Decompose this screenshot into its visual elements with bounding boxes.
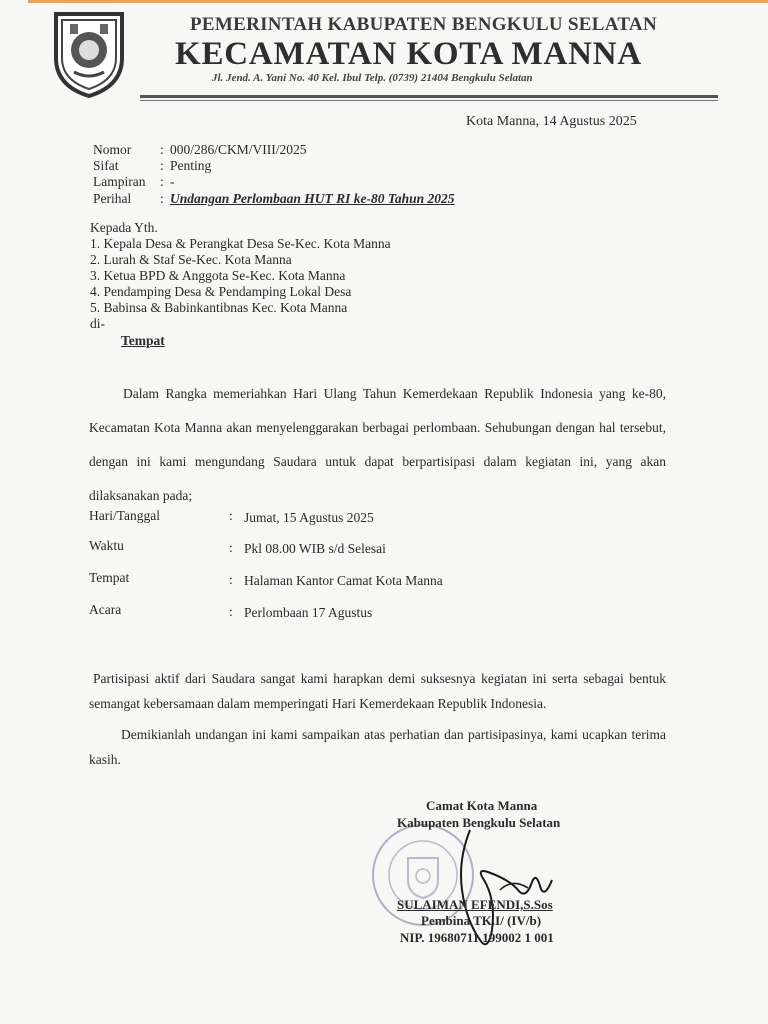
signatory-name: SULAIMAN EFENDI,S.Sos bbox=[397, 897, 553, 912]
detail-colon: : bbox=[229, 540, 233, 555]
recipient-item: 2. Lurah & Staf Se-Kec. Kota Manna bbox=[90, 252, 292, 267]
header-office-name: KECAMATAN KOTA MANNA bbox=[175, 36, 642, 72]
meta-colon: : bbox=[160, 191, 164, 206]
detail-label-date: Hari/Tanggal bbox=[89, 508, 161, 523]
header-address: Jl. Jend. A. Yani No. 40 Kel. Ibul Telp. (0739) 21404 Bengkulu Selatan bbox=[212, 72, 533, 84]
meta-colon: : bbox=[160, 174, 164, 189]
meta-label-sifat: Sifat bbox=[93, 158, 119, 173]
signature-title-2: Kabupaten Bengkulu Selatan bbox=[397, 815, 561, 830]
detail-label-place: Tempat bbox=[89, 570, 130, 585]
body-paragraph-2: Partisipasi aktif dari Saudara sangat kami harapkan demi suksesnya kegiatan ini serta sebagai bentuk semangat kebersamaan dalam memperingati Hari Kemerdekaan Republik Indonesia. bbox=[89, 671, 666, 711]
body-paragraph-3: Demikianlah undangan ini kami sampaikan atas perhatian dan partisipasinya, kami ucapkan terima kasih. bbox=[89, 727, 666, 767]
detail-value-event: Perlombaan 17 Agustus bbox=[244, 605, 373, 620]
signatory-nip: NIP. 19680711 199002 1 001 bbox=[400, 930, 554, 945]
top-accent-line bbox=[28, 0, 768, 3]
regency-coat-of-arms-icon bbox=[50, 6, 128, 98]
detail-colon: : bbox=[229, 508, 233, 523]
detail-label-time: Waktu bbox=[89, 538, 124, 553]
detail-value-date: Jumat, 15 Agustus 2025 bbox=[244, 510, 374, 525]
meta-colon: : bbox=[160, 142, 164, 157]
recipients-di: di- bbox=[90, 316, 105, 331]
recipient-item: 3. Ketua BPD & Anggota Se-Kec. Kota Manna bbox=[90, 268, 346, 283]
signatory-rank: Pembina TK.I/ (IV/b) bbox=[421, 913, 542, 928]
recipients-place: Tempat bbox=[121, 333, 165, 348]
recipient-item: 1. Kepala Desa & Perangkat Desa Se-Kec. Kota Manna bbox=[90, 236, 391, 251]
header-rule-thin bbox=[140, 100, 718, 101]
detail-label-event: Acara bbox=[89, 602, 122, 617]
meta-label-perihal: Perihal bbox=[93, 191, 132, 206]
detail-value-place: Halaman Kantor Camat Kota Manna bbox=[244, 573, 443, 588]
signature-title-1: Camat Kota Manna bbox=[426, 798, 538, 813]
header-government-line: PEMERINTAH KABUPATEN BENGKULU SELATAN bbox=[190, 14, 657, 35]
recipient-item: 4. Pendamping Desa & Pendamping Lokal Desa bbox=[90, 284, 352, 299]
meta-value-sifat: Penting bbox=[170, 158, 212, 173]
meta-label-nomor: Nomor bbox=[93, 142, 132, 157]
header-rule-thick bbox=[140, 95, 718, 98]
meta-colon: : bbox=[160, 158, 164, 173]
recipients-block bbox=[90, 220, 391, 332]
letter-date: Kota Manna, 14 Agustus 2025 bbox=[466, 114, 637, 129]
detail-colon: : bbox=[229, 572, 233, 587]
meta-label-lampiran: Lampiran bbox=[93, 174, 146, 189]
meta-value-nomor: 000/286/CKM/VIII/2025 bbox=[170, 142, 307, 157]
meta-value-perihal: Undangan Perlombaan HUT RI ke-80 Tahun 2025 bbox=[170, 191, 455, 206]
meta-value-lampiran: - bbox=[170, 174, 175, 189]
detail-colon: : bbox=[229, 604, 233, 619]
body-paragraph-1: Dalam Rangka memeriahkan Hari Ulang Tahun Kemerdekaan Republik Indonesia yang ke-80, Kecamatan Kota Manna akan menyelenggarakan berbagai perlombaan. Sehubungan dengan hal tersebut, dengan ini kami mengundang Saudara untuk dapat berpartisipasi dalam kegiatan ini, yang akan dilaksanakan pada; bbox=[89, 386, 666, 503]
recipient-item: 5. Babinsa & Babinkantibnas Kec. Kota Manna bbox=[90, 300, 348, 315]
recipients-intro: Kepada Yth. bbox=[90, 220, 158, 235]
detail-value-time: Pkl 08.00 WIB s/d Selesai bbox=[244, 541, 386, 556]
